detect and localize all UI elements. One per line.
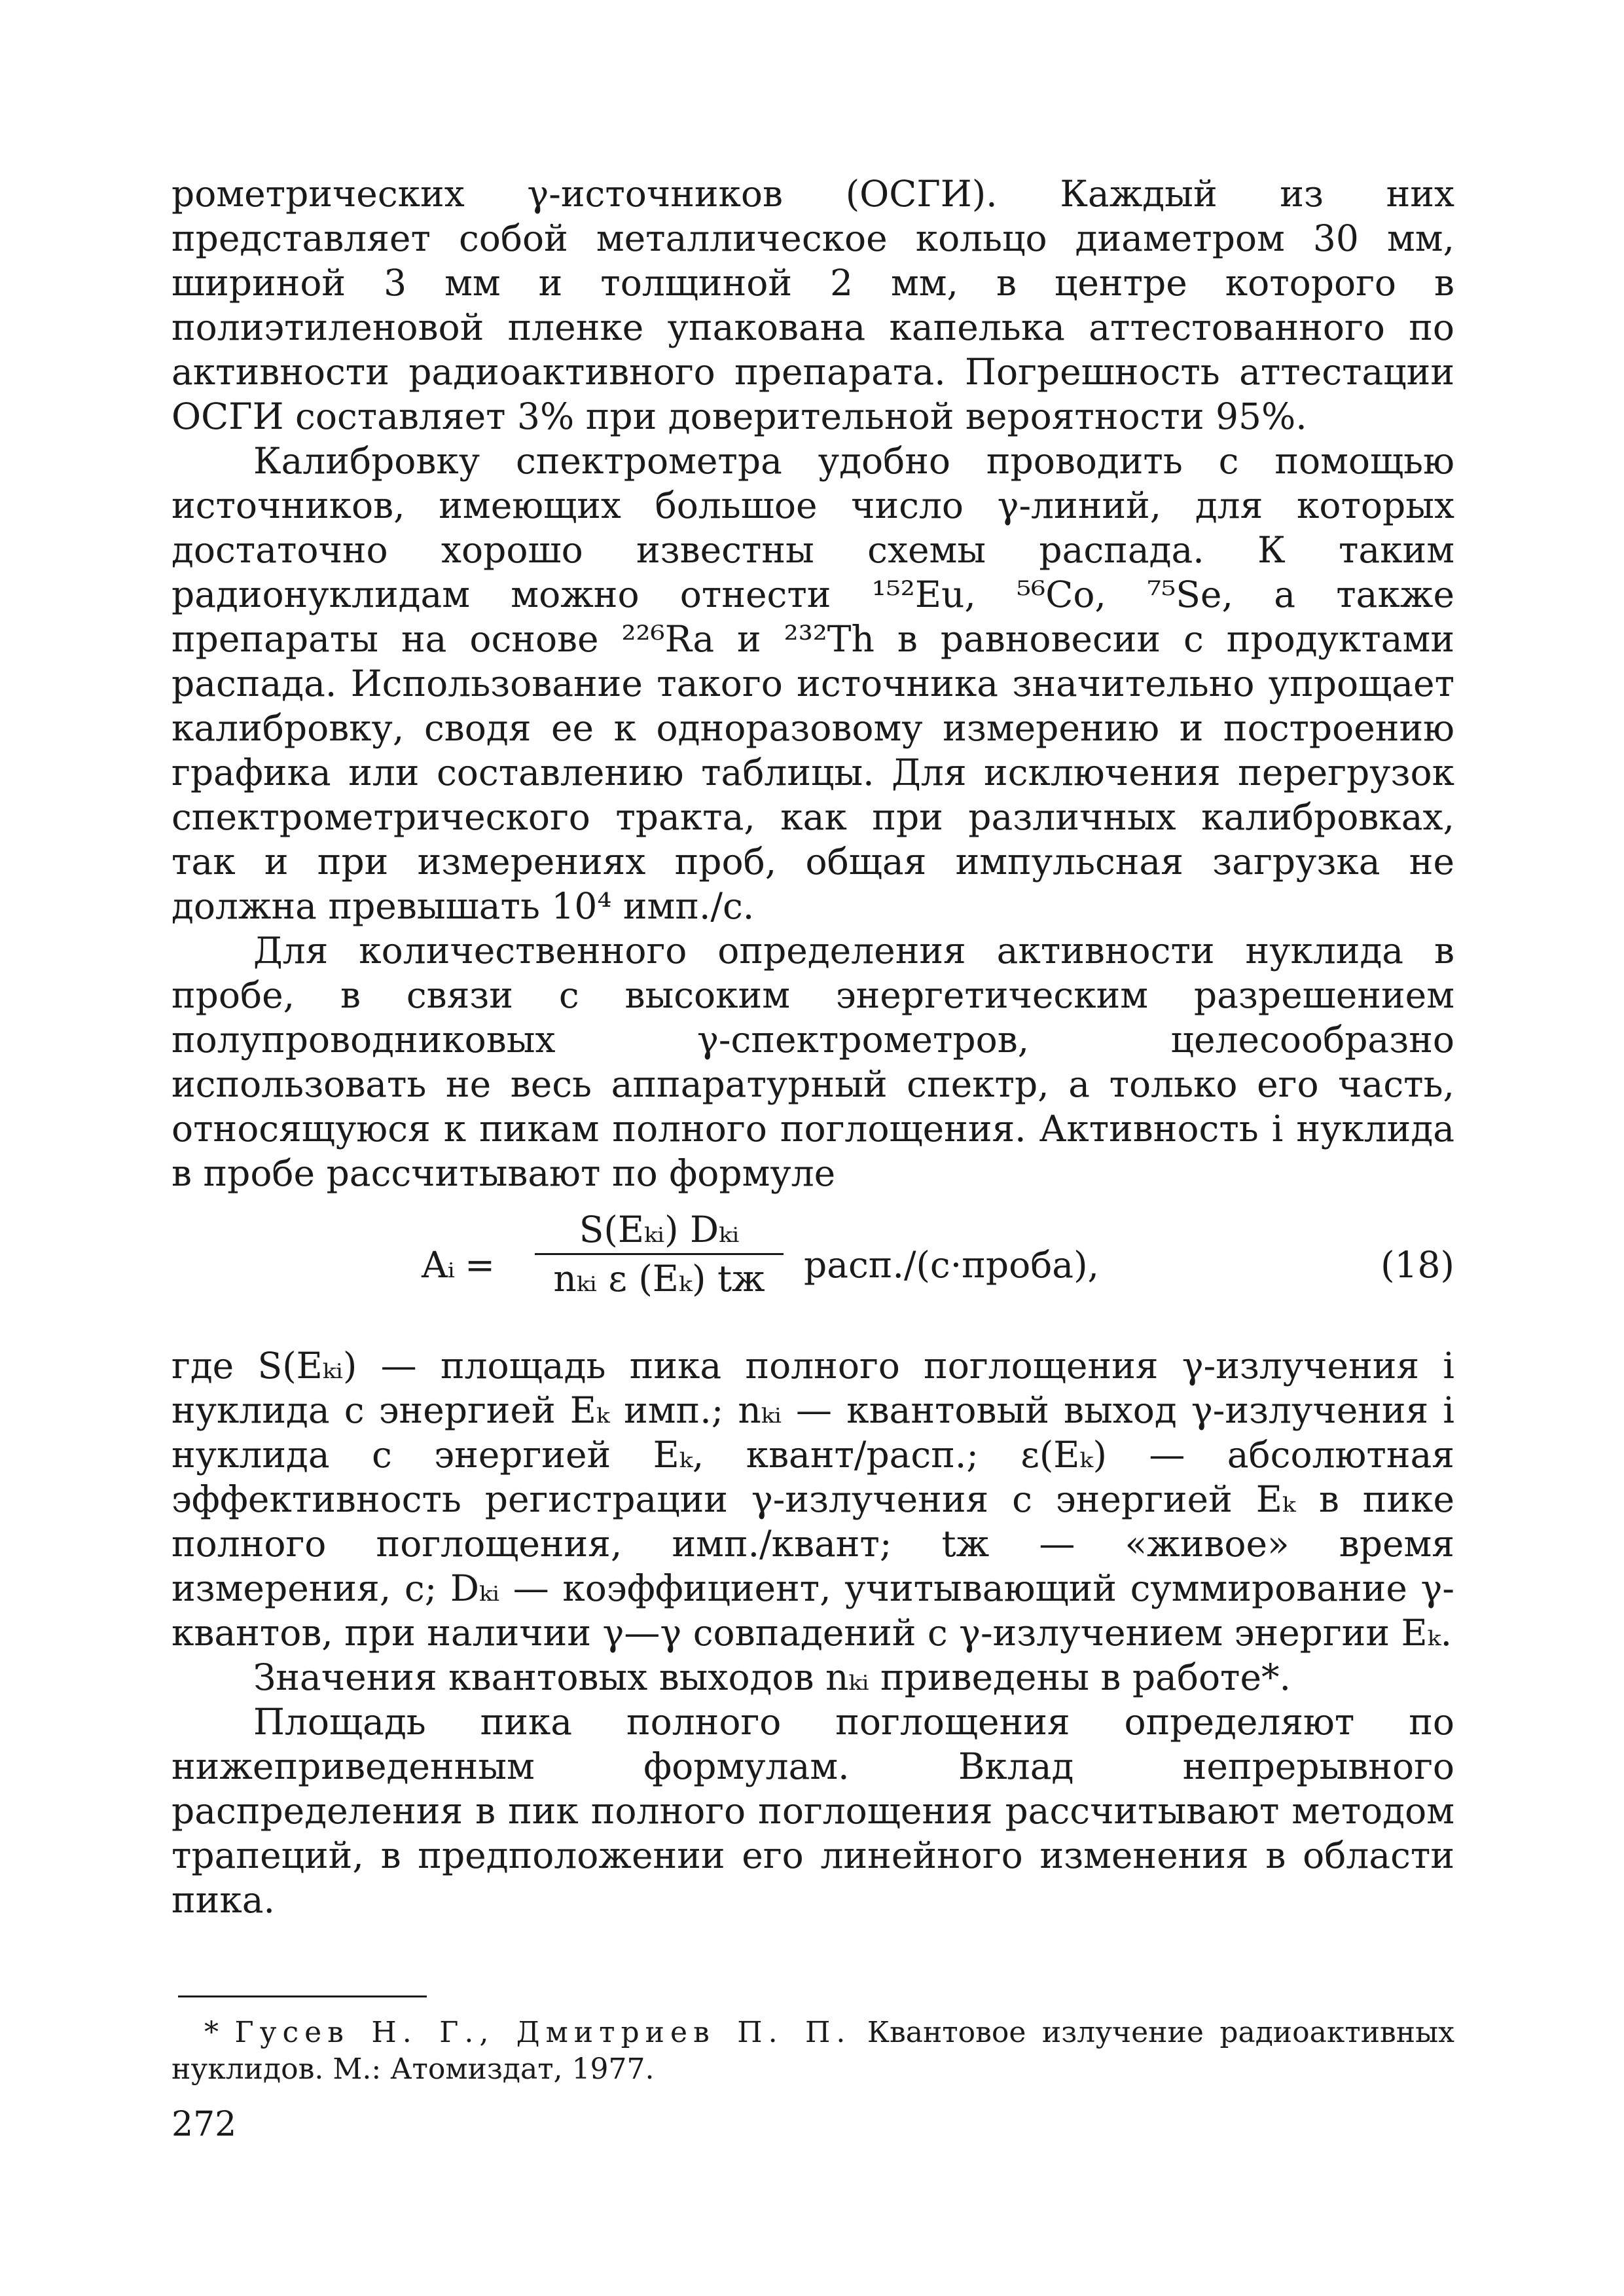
footnote-text: Квантовое излучение радиоактивных нуклидов. М.: Атомиздат, 1977. [171,2016,1454,2086]
paragraph-calibration: Калибровку спектрометра удобно проводить с помощью источников, имеющих большое число γ-линий, для которых достаточно хорошо известны схемы распада. К таким радионуклидам можно отнести ¹⁵²Eu, ⁵⁶Co, ⁷⁵Se, а также препараты на основе ²²⁶Ra и ²³²Th в равновесии с продуктами распада. Использование такого источника значительно упрощает калибровку, сводя ее к одноразовому измерению и построению графика или составлению таблицы. Для исключения перегрузок спектрометрического тракта, как при различных калибровках, так и при измерениях проб, общая импульсная загрузка не должна превышать 10⁴ имп./с. [171,440,1454,927]
formula-18 [171,1203,1454,1334]
formula-equals: = [465,1244,496,1286]
formula-lhs: Aᵢ [422,1244,455,1286]
paragraph-peak-area: Площадь пика полного поглощения определяют по нижеприведенным формулам. Вклад непрерывного распределения в пик полного поглощения рассчитывают методом трапеций, в предположении его линейного изменения в области пика. [171,1701,1454,1921]
footnote-mark: * [204,2016,219,2049]
formula-unit: расп./(с·проба), [804,1244,1100,1286]
formula-number: (18) [1380,1244,1454,1286]
footnote-authors: Гусев Н. Г., Дмитриев П. П. [234,2016,852,2049]
paragraph-definitions: где S(Eₖᵢ) — площадь пика полного поглощения γ-излучения i нуклида с энергией Eₖ имп.; nₖᵢ — квантовый выход γ-излучения i нуклида с энергией Eₖ, квант/расп.; ε(Eₖ) — абсолютная эффективность регистрации γ-излучения с энергией Eₖ в пике полного поглощения, имп./квант; tж — «живое» время измерения, с; Dₖᵢ — коэффициент, учитывающий суммирование γ-квантов, при наличии γ—γ совпадений с γ-излучением энергии Eₖ. [171,1345,1454,1654]
formula-numerator: S(Eₖᵢ) Dₖᵢ [535,1209,784,1255]
page-body [171,172,1454,2145]
formula-fraction [535,1209,784,1300]
footnote-divider [178,1995,427,1997]
paragraph-quantum-yields: Значения квантовых выходов nₖᵢ приведены в работе*. [253,1656,1291,1698]
page-number: 272 [171,2105,237,2144]
paragraph-activity: Для количественного определения активности нуклида в пробе, в связи с высоким энергетическим разрешением полупроводниковых γ-спектрометров, целесообразно использовать не весь аппаратурный спектр, а только его часть, относящуюся к пикам полного поглощения. Активность i нуклида в пробе рассчитывают по формуле [171,930,1454,1194]
formula-denominator: nₖᵢ ε (Eₖ) tж [553,1258,765,1300]
footnote [171,2014,1454,2088]
paragraph-osgi: рометрических γ-источников (ОСГИ). Каждый из них представляет собой металлическое кольцо диаметром 30 мм, шириной 3 мм и толщиной 2 мм, в центре которого в полиэтиленовой пленке упакована капелька аттестованного по активности радиоактивного препарата. Погрешность аттестации ОСГИ составляет 3% при доверительной вероятности 95%. [171,173,1454,437]
